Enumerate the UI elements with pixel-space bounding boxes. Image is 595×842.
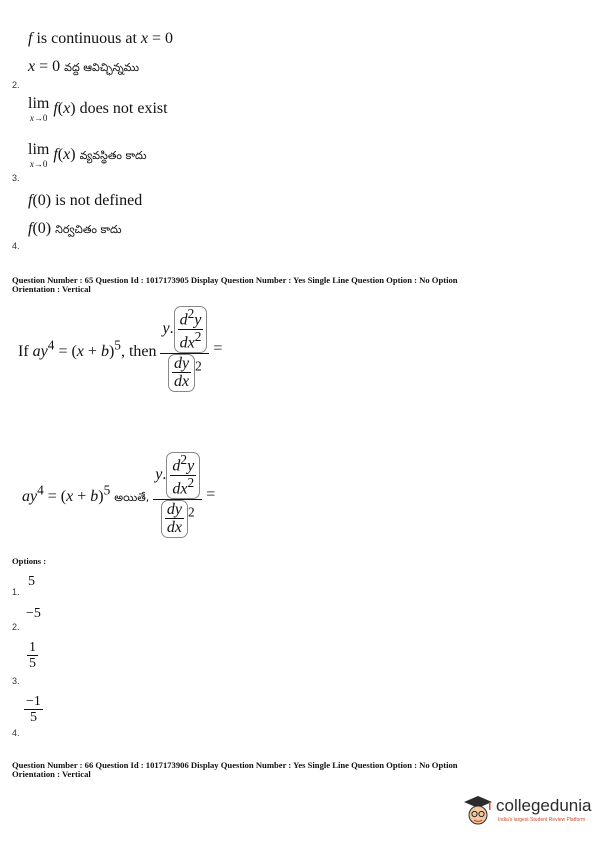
prev-option-1-en: f is continuous at x = 0 (28, 30, 174, 47)
q65-statement-en: If $ay^4 = (x + b)^5$, then y. $\frac{d^2y}{dx^2}$ $\frac{dy}{dx}$ $^2$ = (18, 306, 223, 391)
q65-metadata (12, 276, 572, 294)
q66-meta-line1: Question Number : 66 Question Id : 1017173906 Display Question Number : Yes Single Line Question Option : No Option (12, 760, 458, 770)
q65-meta-line2: Orientation : Vertical (12, 284, 91, 294)
q65-option-4-denominator: 5 (29, 710, 37, 726)
logo-wordmark: collegedunia (496, 796, 592, 815)
prev-option-3-te: f(0) నిర్వచితం కాదు (28, 220, 122, 237)
q65-expression-en: y. $\frac{d^2y}{dx^2}$ $\frac{dy}{dx}$ $^2$ (160, 306, 209, 392)
q65-option-2-value: −5 (26, 606, 41, 621)
q65-statement-te: $ay^4 = (x + b)^5$ అయితే, y. $\frac{d^2y}{dx^2}$ $\frac{dy}{dx}$ $^2$ = (22, 452, 216, 537)
q65-option-3-denominator: 5 (29, 656, 36, 672)
q65-meta-line1: Question Number : 65 Question Id : 1017173905 Display Question Number : Yes Single Line Question Option : No Option (12, 275, 458, 285)
option-label-4: 4. (12, 241, 20, 251)
options-heading: Options : (12, 556, 47, 566)
option-label-3: 3. (12, 173, 20, 183)
logo-tagline: India's largest Student Review Platform (498, 817, 586, 823)
q66-metadata (12, 761, 572, 779)
q65-option-1-value: 5 (28, 574, 35, 589)
q65-option-1-label: 1. (12, 587, 20, 597)
prev-option-1-te: x = 0 వద్ద ఆవిచ్ఛిన్నము (28, 58, 140, 75)
q65-option-3-numerator: 1 (29, 640, 36, 655)
q65-expression-te: y. $\frac{d^2y}{dx^2}$ $\frac{dy}{dx}$ $^2$ (153, 452, 202, 538)
q65-option-4-label: 4. (12, 728, 20, 738)
q65-option-3-label: 3. (12, 676, 20, 686)
q65-option-4-numerator: −1 (26, 694, 41, 709)
option-label-2: 2. (12, 80, 20, 90)
graduate-mascot-icon (462, 794, 494, 828)
prev-option-2-te: lim x→0 f(x) వ్యవస్థితం కాదు (28, 141, 147, 169)
collegedunia-logo (462, 792, 590, 832)
prev-option-3-en: f(0) is not defined (28, 192, 143, 209)
q65-option-4-value (24, 694, 43, 726)
q65-option-2-label: 2. (12, 622, 20, 632)
prev-option-2-en: lim x→0 f(x) does not exist (28, 95, 168, 123)
q66-meta-line2: Orientation : Vertical (12, 769, 91, 779)
q65-option-3-value (27, 640, 38, 672)
